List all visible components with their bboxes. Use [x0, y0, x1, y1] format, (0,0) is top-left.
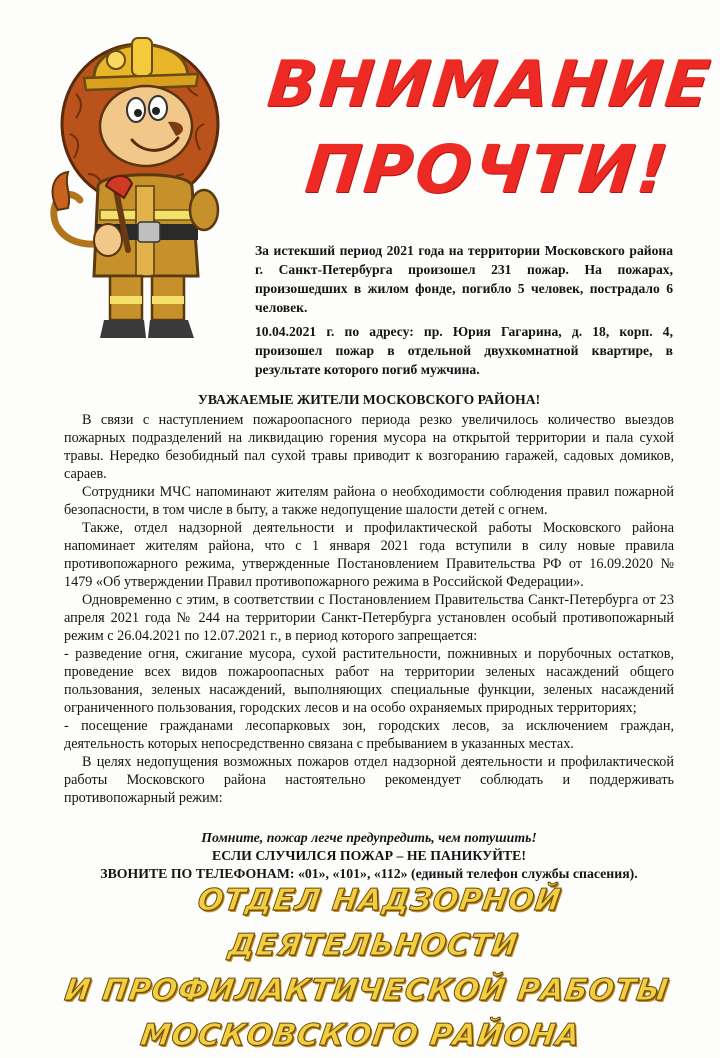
footer-line-1: ОТДЕЛ НАДЗОРНОЙ ДЕЯТЕЛЬНОСТИ [195, 883, 564, 963]
closing-reminder: Помните, пожар легче предупредить, чем потушить! [201, 830, 537, 845]
main-text [64, 390, 674, 883]
appeal-heading: УВАЖАЕМЫЕ ЖИТЕЛИ МОСКОВСКОГО РАЙОНА! [197, 392, 541, 407]
intro-incident: 10.04.2021 г. по адресу: пр. Юрия Гагарина, д. 18, корп. 4, произошел пожар в отдельной двухкомнатной квартире, в результате которого погиб мужчина. [255, 324, 673, 377]
paragraph-mchs-reminder: Сотрудники МЧС напоминают жителям района о необходимости соблюдения правил пожарной безопасности, в том числе в быту, а также недопущение шалости детей с огнем. [64, 484, 674, 518]
paragraph-special-regime: Одновременно с этим, в соответствии с Постановлением Правительства Санкт-Петербурга от 23 апреля 2021 года № 244 на территории Санкт-Петербурга установлен особый противопожарный режим с 26.04.2021 по 12.07.2021 г., в период которого запрещается: [64, 592, 674, 644]
closing-no-panic: ЕСЛИ СЛУЧИЛСЯ ПОЖАР – НЕ ПАНИКУЙТЕ! [212, 848, 526, 863]
closing-phone-numbers: ЗВОНИТЕ ПО ТЕЛЕФОНАМ: «01», «101», «112» (единый телефон службы спасения). [100, 866, 638, 881]
headline-line-2: ПРОЧТИ! [301, 131, 675, 208]
paragraph-new-rules: Также, отдел надзорной деятельности и профилактической работы Московского района напоминает жителям района, что с 1 января 2021 года вступили в силу новые правила противопожарного режима, утвержденные Постановлением Правительства РФ от 16.09.2020 № 1479 «Об утверждении Правил противопожарного режима в Российской Федерации». [64, 520, 674, 590]
firefighter-lion-mascot-icon [28, 14, 260, 346]
footer-line-3: МОСКОВСКОГО РАЙОНА [138, 1018, 583, 1053]
paragraph-recommendation: В целях недопущения возможных пожаров отдел надзорной деятельности и профилактической работы Московского района настоятельно рекомендует соблюдать и поддерживать противопожарный режим: [64, 754, 674, 806]
prohibition-item-2: - посещение гражданами лесопарковых зон, городских лесов, за исключением граждан, деятельность которых непосредственно связана с пребыванием в указанных местах. [64, 718, 674, 752]
prohibition-item-1: - разведение огня, сжигание мусора, сухой растительности, пожнивных и порубочных остатков, проведение всех видов пожароопасных работ на территории зеленых насаждений общего пользования, зеленых насаждений, выполняющих специальные функции, зеленых насаждений ограниченного пользования, городских лесов и на особо охраняемых природных территориях; [64, 646, 674, 716]
footer-line-2: И ПРОФИЛАКТИЧЕСКОЙ РАБОТЫ [62, 973, 672, 1008]
closing-block [64, 829, 674, 883]
intro-statistics: За истекший период 2021 года на территории Московского района г. Санкт-Петербурга произошел 231 пожар. На пожарах, произошедших в жилом фонде, погибло 5 человек, пострадало 6 человек. [255, 243, 673, 315]
department-signature [47, 878, 692, 1058]
paragraph-fire-season: В связи с наступлением пожароопасного периода резко увеличилось количество выездов пожарных подразделений на ликвидацию горения мусора на открытой территории и пала сухой травы. Нередко безобидный пал сухой травы приводит к возгоранию гаражей, садовых домиков, сараев. [64, 412, 674, 482]
headline-line-1: ВНИМАНИЕ [264, 48, 716, 122]
